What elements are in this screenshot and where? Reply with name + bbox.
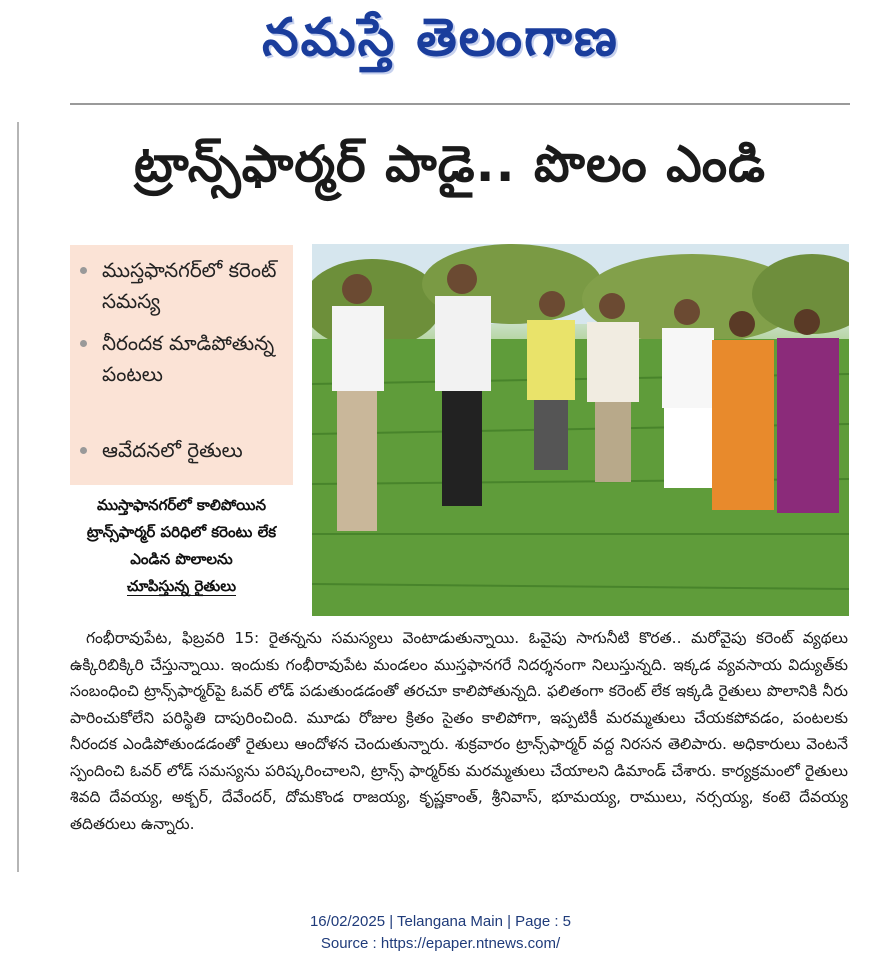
- bullet-icon: [80, 447, 87, 454]
- highlight-item: [80, 255, 292, 317]
- highlight-item: [80, 435, 292, 466]
- article-headline: ట్రాన్స్‌ఫార్మర్ పాడై.. పొలం ఎండి: [133, 135, 767, 193]
- highlight-text: ఆవేదనలో రైతులు: [102, 438, 243, 462]
- caption-text: ముస్తాఫానగర్‌లో కాలిపోయిన ట్రాన్స్‌ఫార్మర్ పరిధిలో కరెంటు లేక ఎండిన పొలాలను: [86, 496, 277, 568]
- photo-caption: [70, 492, 293, 600]
- bullet-icon: [80, 267, 87, 274]
- article-body: గంభీరావుపేట, ఫిబ్రవరి 15: రైతన్నను సమస్యలు వెంటాడుతున్నాయి. ఓవైపు సాగునీటి కొరత.. మరోవైపు కరెంట్ వ్యథలు ఉక్కిరిబిక్కిరి చేస్తున్నాయి. ఇందుకు గంభీరావుపేట మండలం ముస్తఫానగరే నిదర్శనంగా నిలుస్తున్నది. ఇక్కడ వ్యవసాయ విద్యుత్‌కు సంబంధించి ట్రాన్స్‌ఫార్మర్‌పై ఓవర్ లోడ్ పడుతుండడంతో తరచూ కాలిపోతున్నది. ఫలితంగా కరెంట్ లేక ఇక్కడి రైతులు పొలానికి నీరు పారించుకోలేని పరిస్థితి దాపురించింది. మూడు రోజుల క్రితం సైతం కాలిపోగా, ఇప్పటికీ మరమ్మతులు చేయకపోవడం, పంటలకు నీరందక ఎండిపోతుండడంతో రైతులు ఆందోళన చెందుతున్నారు. శుక్రవారం ట్రాన్స్‌ఫార్మర్ వద్ద నిరసన తెలిపారు. అధికారులు వెంటనే స్పందించి ఓవర్ లోడ్ సమస్యను పరిష్కరించాలని, ట్రాన్స్ ఫార్మర్‌కు మరమ్మతులు చేయాలని డిమాండ్ చేశారు. కార్యక్రమంలో రైతులు శివది దేవయ్య, అక్బర్, దేవేందర్, దోమకొండ రాజయ్య, కృష్ణకాంత్, శ్రీనివాస్, భూమయ్య, రాములు, నర్సయ్య, కంటె దేవయ్య తదితరులు ఉన్నారు.: [70, 629, 848, 833]
- footer-date-page: 16/02/2025 | Telangana Main | Page : 5: [309, 913, 572, 930]
- highlight-text: ముస్తఫానగర్‌లో కరెంట్ సమస్య: [102, 258, 277, 313]
- highlight-text: నీరందక మాడిపోతున్న పంటలు: [102, 331, 275, 386]
- article-photo: [312, 244, 849, 616]
- highlights-box: [70, 245, 293, 485]
- newspaper-masthead: నమస్తే తెలంగాణ: [262, 8, 619, 68]
- footer-source-link[interactable]: Source : https://epaper.ntnews.com/: [320, 935, 561, 952]
- bullet-icon: [80, 340, 87, 347]
- column-rule: [17, 122, 19, 872]
- masthead-divider: [70, 103, 850, 105]
- highlight-item: [80, 328, 292, 390]
- caption-text-underlined: చూపిస్తున్న రైతులు: [126, 577, 237, 595]
- farmers-in-field-illustration: [312, 244, 849, 616]
